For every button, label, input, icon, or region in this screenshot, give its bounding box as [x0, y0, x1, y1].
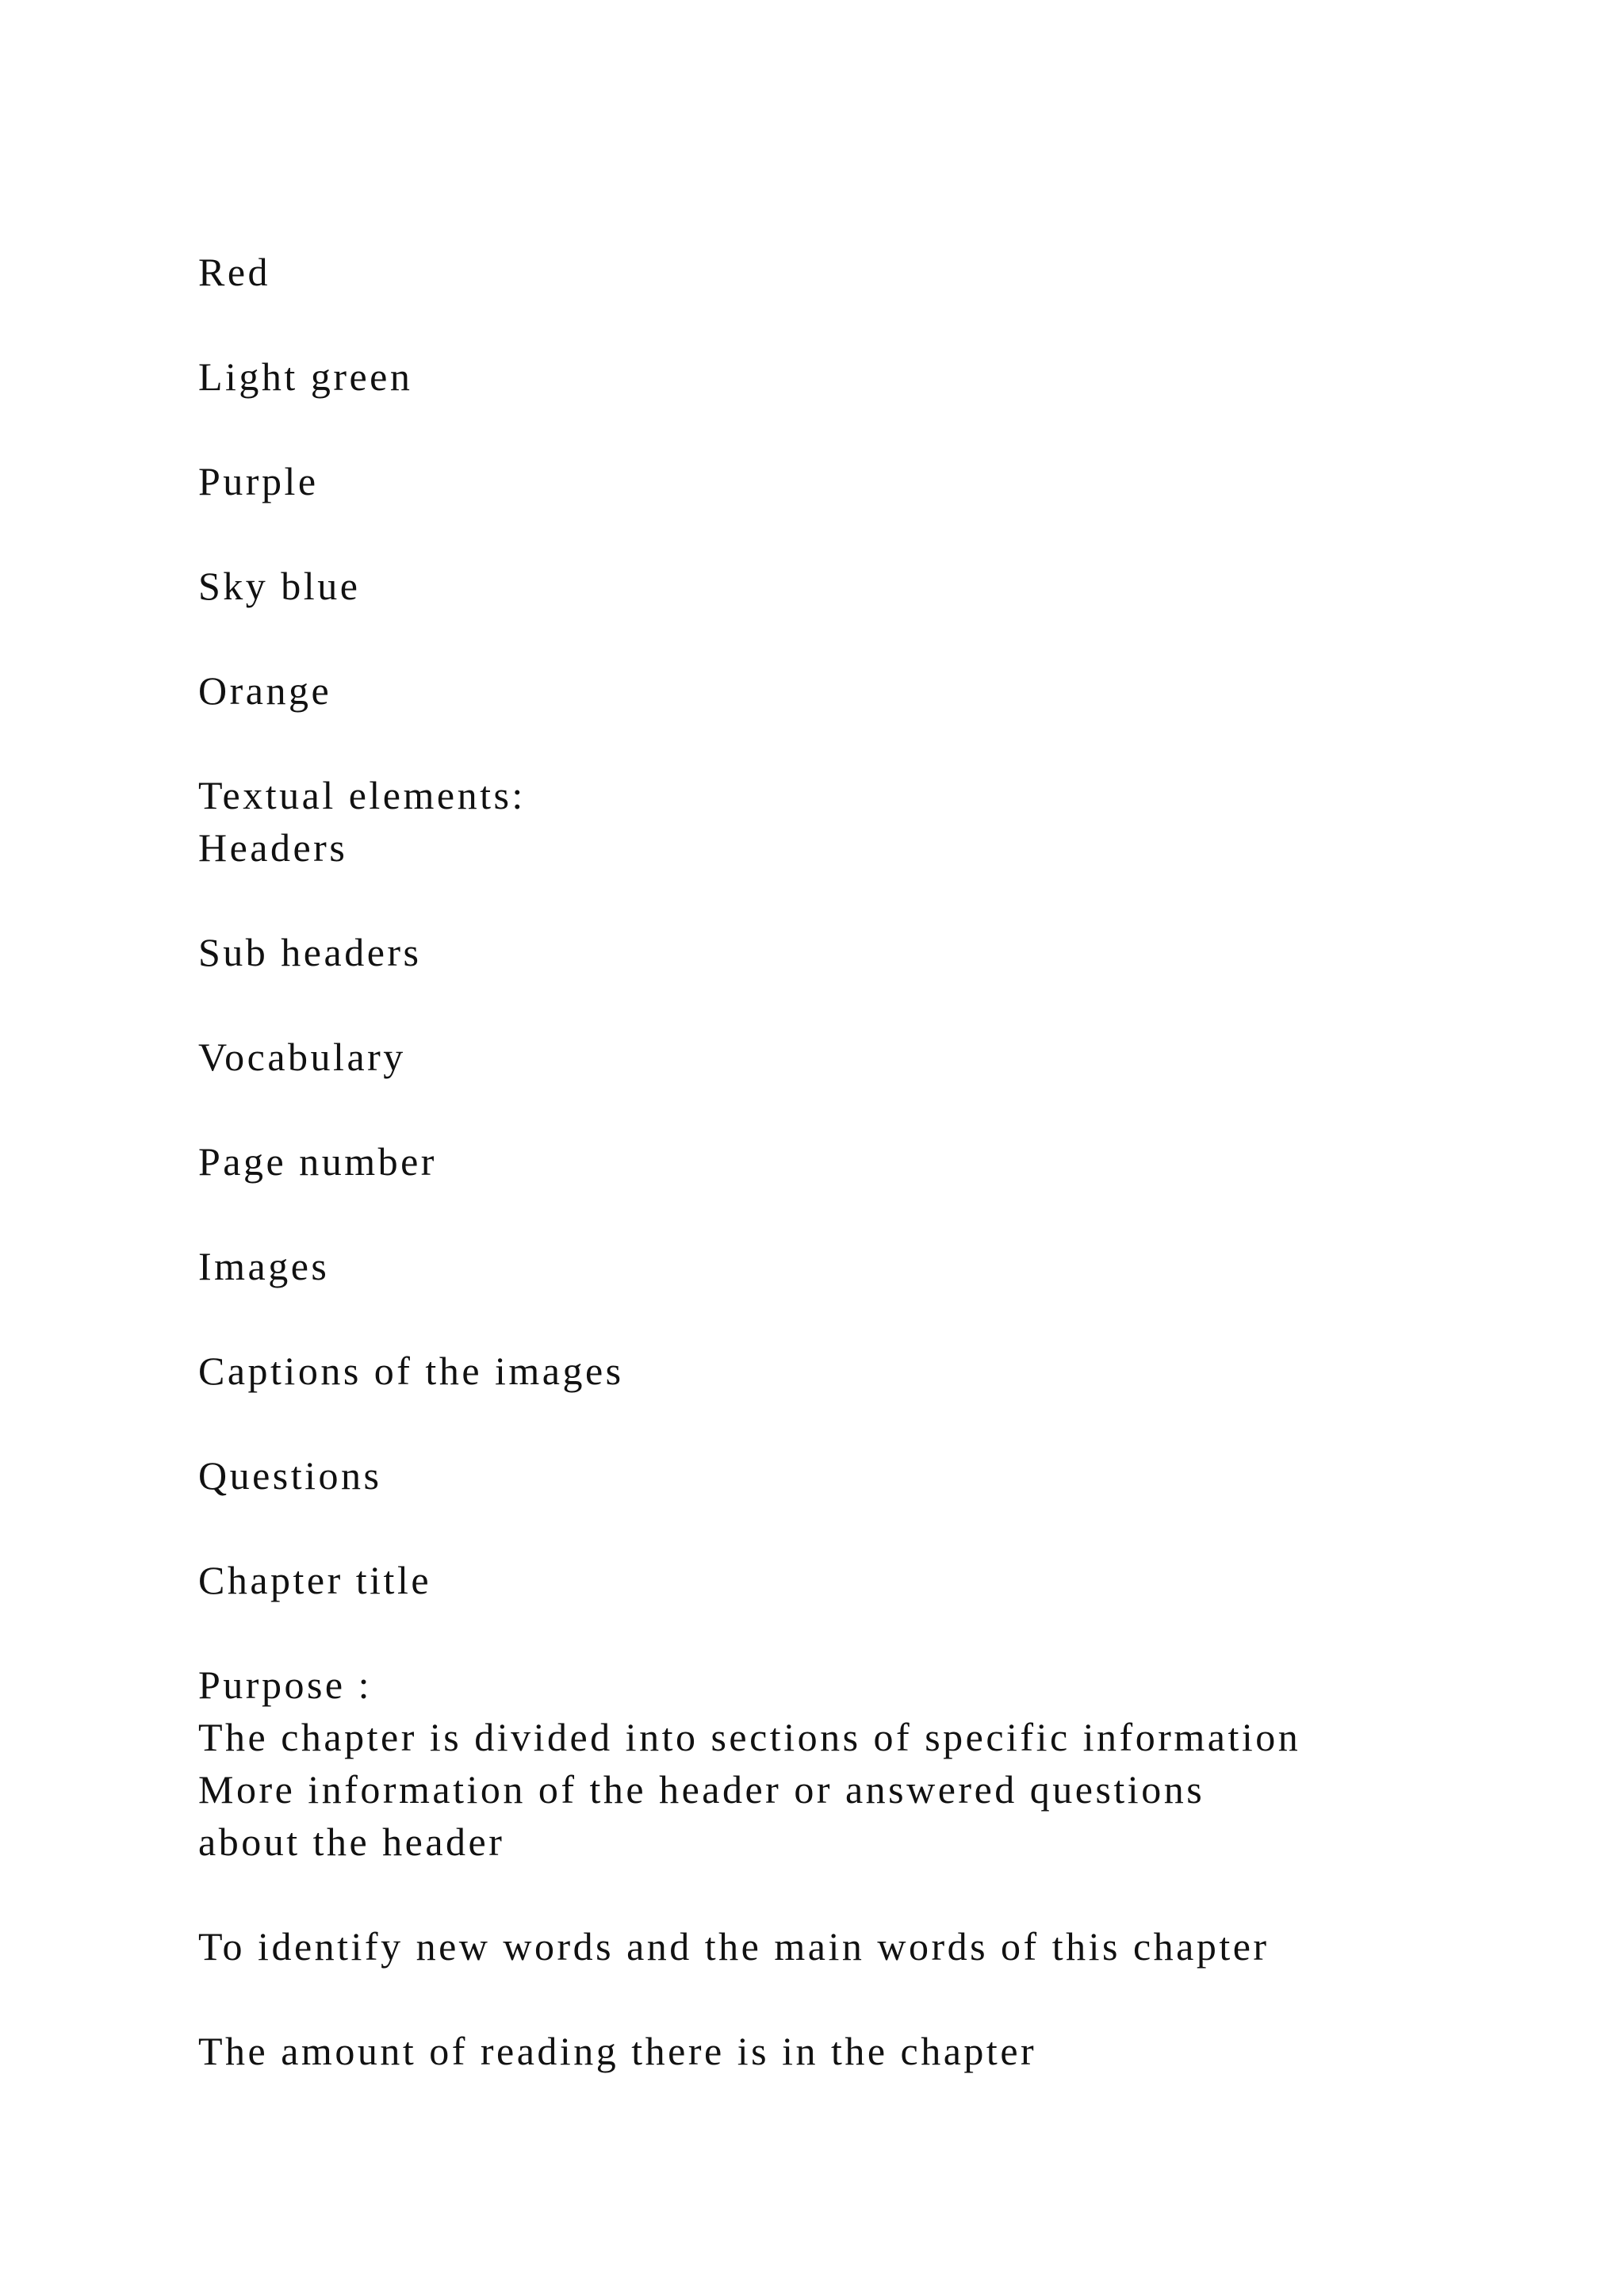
- textual-element-vocabulary: Vocabulary: [198, 1035, 406, 1079]
- textual-element-headers: Headers: [198, 825, 348, 870]
- purpose-line-2: More information of the header or answered questions: [198, 1767, 1205, 1812]
- purpose-heading: Purpose :: [198, 1663, 372, 1707]
- color-item-red: Red: [198, 250, 271, 294]
- purpose-line-4: To identify new words and the main words of this chapter: [198, 1924, 1270, 1969]
- textual-element-page-number: Page number: [198, 1139, 437, 1184]
- purpose-line-3: about the header: [198, 1820, 505, 1864]
- textual-element-sub-headers: Sub headers: [198, 930, 422, 974]
- textual-elements-heading: Textual elements:: [198, 773, 526, 817]
- color-item-light-green: Light green: [198, 354, 413, 399]
- color-item-sky-blue: Sky blue: [198, 564, 361, 608]
- textual-element-chapter-title: Chapter title: [198, 1558, 432, 1602]
- textual-element-images: Images: [198, 1244, 330, 1288]
- color-item-orange: Orange: [198, 668, 332, 713]
- purpose-line-1: The chapter is divided into sections of specific information: [198, 1715, 1301, 1759]
- purpose-line-5: The amount of reading there is in the chapter: [198, 2029, 1037, 2073]
- textual-element-questions: Questions: [198, 1453, 382, 1498]
- color-item-purple: Purple: [198, 459, 319, 503]
- textual-element-captions: Captions of the images: [198, 1349, 624, 1393]
